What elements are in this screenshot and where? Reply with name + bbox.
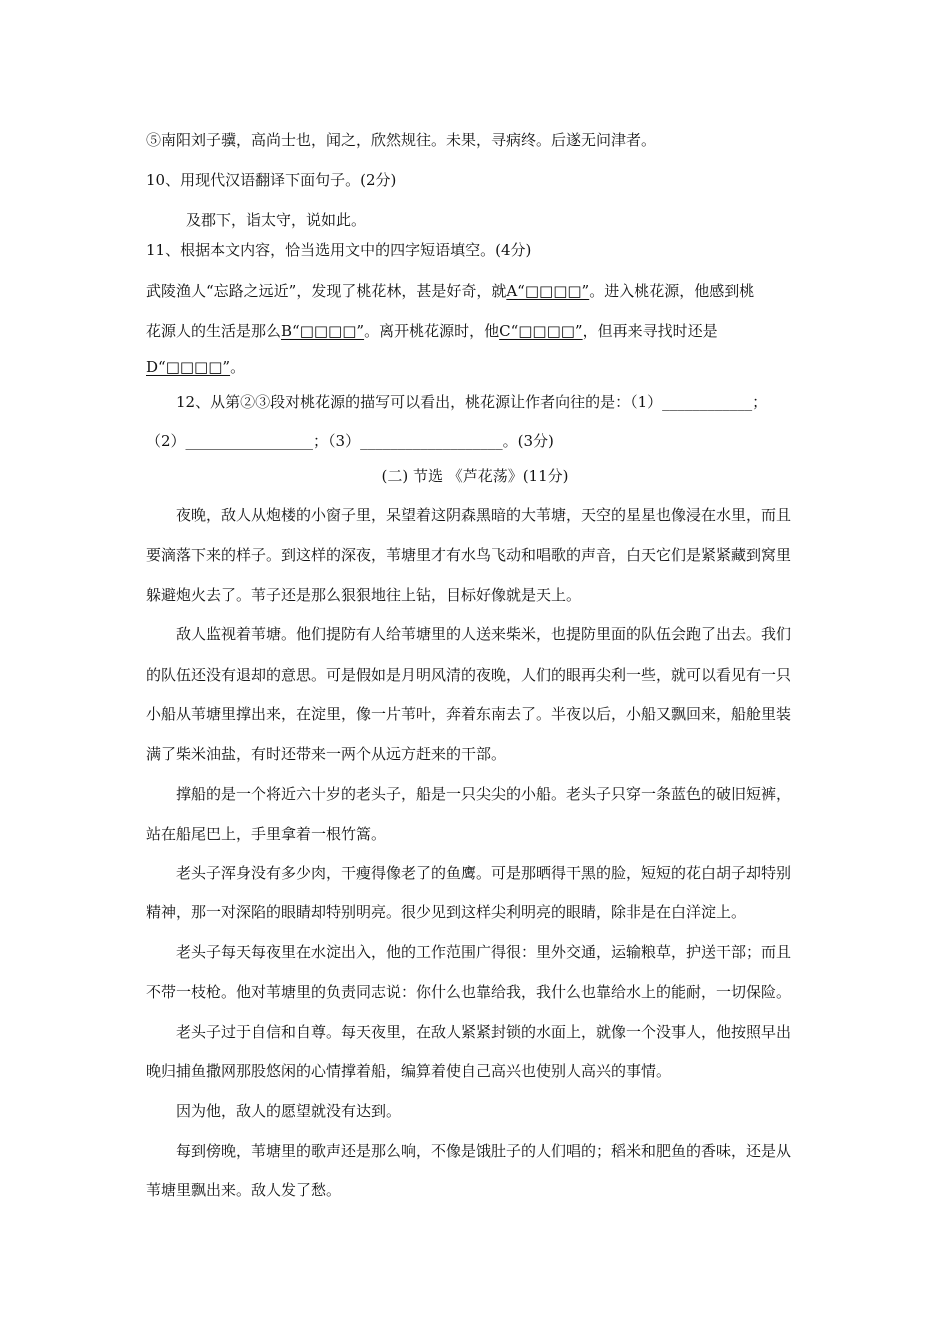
passage2-line: 敌人监视着苇塘。他们提防有人给苇塘里的人送来柴米，也提防里面的队伍会跑了出去。我们 [176,625,792,643]
question-11-prompt: 11、根据本文内容，恰当选用文中的四字短语填空。(4分) [146,241,532,259]
passage2-line: 老头子过于自信和自尊。每天夜里，在敌人紧紧封锁的水面上，就像一个没事人，他按照早出 [176,1023,792,1041]
passage2-line: 每到傍晚，苇塘里的歌声还是那么响，不像是饿肚子的人们唱的；稻米和肥鱼的香味，还是从 [176,1142,792,1160]
passage2-line: 老头子每天每夜里在水淀出入，他的工作范围广得很：里外交通，运输粮草，护送干部；而且 [176,943,792,961]
passage2-line: 撑船的是一个将近六十岁的老头子，船是一只尖尖的小船。老头子只穿一条蓝色的破旧短裤， [176,785,792,803]
passage2-line: 站在船尾巴上，手里拿着一根竹篙。 [146,825,387,843]
question-11-line-3 [146,357,810,377]
question-12-line-1: 12、从第②③段对桃花源的描写可以看出，桃花源让作者向往的是：（1）____________； [176,393,768,411]
passage2-line: 不带一枝枪。他对苇塘里的负责同志说：你什么也靠给我，我什么也靠给水上的能耐，一切保险。 [146,983,792,1001]
q11-text-1: 武陵渔人“忘路之远近”，发现了桃花林，甚是好奇，就 [146,282,507,300]
passage2-line: 满了柴米油盐，有时还带来一两个从远方赶来的干部。 [146,745,507,763]
q11-text-5: ，但再来寻找时还是 [582,322,718,340]
question-10-prompt: 10、用现代汉语翻译下面句子。(2分) [146,171,397,189]
section-2-title: (二) 节选 《芦花荡》(11分) [381,467,569,485]
passage2-line: 苇塘里飘出来。敌人发了愁。 [146,1181,342,1199]
passage2-line: 要滴落下来的样子。到这样的深夜，苇塘里才有水鸟飞动和唱歌的声音，白天它们是紧紧藏到窝里 [146,546,792,564]
q11-text-4: 。离开桃花源时，他 [364,322,500,340]
q11-text-2: 。进入桃花源，他感到桃 [589,282,755,300]
question-11-line-2 [146,321,810,341]
q11-text-6: 。 [230,358,246,376]
q11-text-3: 花源人的生活是那么 [146,322,282,340]
passage2-line: 因为他，敌人的愿望就没有达到。 [176,1102,402,1120]
question-12-line-2: （2）_________________；（3）___________________。(3分) [146,432,554,450]
question-11-line-1 [146,281,810,301]
q11-blank-c: C“□□□□” [499,322,583,340]
passage1-paragraph-5: ⑤南阳刘子骥，高尚士也，闻之，欣然规往。未果，寻病终。后遂无问津者。 [146,131,657,149]
passage2-line: 晚归捕鱼撒网那股悠闲的心情撑着船，编算着使自己高兴也使别人高兴的事情。 [146,1062,672,1080]
passage2-line: 夜晚，敌人从炮楼的小窗子里，呆望着这阴森黑暗的大苇塘，天空的星星也像浸在水里，而且 [176,506,792,524]
passage2-line: 精神，那一对深陷的眼睛却特别明亮。很少见到这样尖利明亮的眼睛，除非是在白洋淀上。 [146,903,747,921]
q11-blank-d: D“□□□□” [146,358,231,376]
q11-blank-b: B“□□□□” [281,322,365,340]
passage2-line: 老头子浑身没有多少肉，干瘦得像老了的鱼鹰。可是那晒得干黑的脸，短短的花白胡子却特别 [176,864,792,882]
question-10-sentence: 及郡下，诣太守，说如此。 [186,211,367,229]
passage2-line: 的队伍还没有退却的意思。可是假如是月明风清的夜晚，人们的眼再尖利一些，就可以看见有一只 [146,666,792,684]
q11-blank-a: A“□□□□” [506,282,590,300]
passage2-line: 躲避炮火去了。苇子还是那么狠狠地往上钻，目标好像就是天上。 [146,586,582,604]
passage2-line: 小船从苇塘里撑出来，在淀里，像一片苇叶，奔着东南去了。半夜以后，小船又飘回来，船舱里装 [146,705,792,723]
